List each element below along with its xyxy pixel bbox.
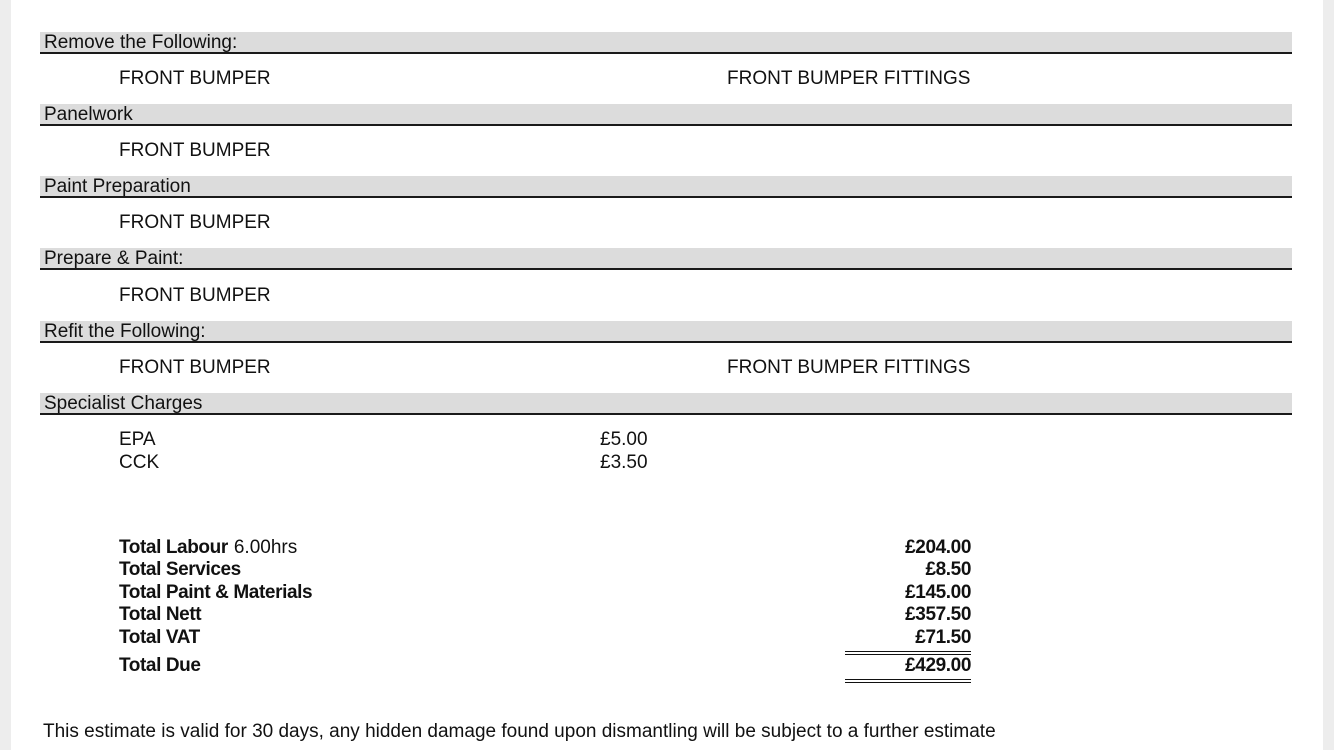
specialist-row-name: CCK (119, 452, 160, 473)
panelwork-item-front-bumper: FRONT BUMPER (119, 140, 271, 161)
total-paint-materials-value: £145.00 (905, 582, 971, 603)
total-due-value: £429.00 (905, 655, 971, 676)
total-vat-value: £71.50 (915, 627, 971, 648)
refit-item-front-bumper-fittings: FRONT BUMPER FITTINGS (727, 357, 971, 378)
section-header-prepare-paint: Prepare & Paint: (40, 248, 1292, 270)
section-header-refit: Refit the Following: (40, 321, 1292, 343)
section-header-remove: Remove the Following: (40, 32, 1292, 54)
specialist-row-name: EPA (119, 429, 156, 450)
total-services-value: £8.50 (925, 559, 971, 580)
total-labour-label: Total Labour (119, 537, 228, 558)
section-header-panelwork: Panelwork (40, 104, 1292, 126)
total-due-bottom-rule (845, 679, 971, 683)
total-nett-label: Total Nett (119, 604, 202, 625)
specialist-row-price: £5.00 (600, 429, 648, 450)
estimate-page (11, 0, 1323, 750)
section-header-specialist-charges: Specialist Charges (40, 393, 1292, 415)
total-services-label: Total Services (119, 559, 241, 580)
remove-item-front-bumper: FRONT BUMPER (119, 68, 271, 89)
total-due-label: Total Due (119, 655, 201, 676)
total-paint-materials-label: Total Paint & Materials (119, 582, 313, 603)
total-labour-value: £204.00 (905, 537, 971, 558)
section-header-paint-preparation: Paint Preparation (40, 176, 1292, 198)
total-nett-value: £357.50 (905, 604, 971, 625)
specialist-row-price: £3.50 (600, 452, 648, 473)
validity-note: This estimate is valid for 30 days, any hidden damage found upon dismantling will be subject to a further estimate (43, 721, 996, 742)
remove-item-front-bumper-fittings: FRONT BUMPER FITTINGS (727, 68, 971, 89)
prepare-paint-item-front-bumper: FRONT BUMPER (119, 285, 271, 306)
refit-item-front-bumper: FRONT BUMPER (119, 357, 271, 378)
total-vat-label: Total VAT (119, 627, 200, 648)
total-labour-row (119, 537, 297, 559)
paint-prep-item-front-bumper: FRONT BUMPER (119, 212, 271, 233)
total-labour-hours: 6.00hrs (233, 537, 298, 558)
